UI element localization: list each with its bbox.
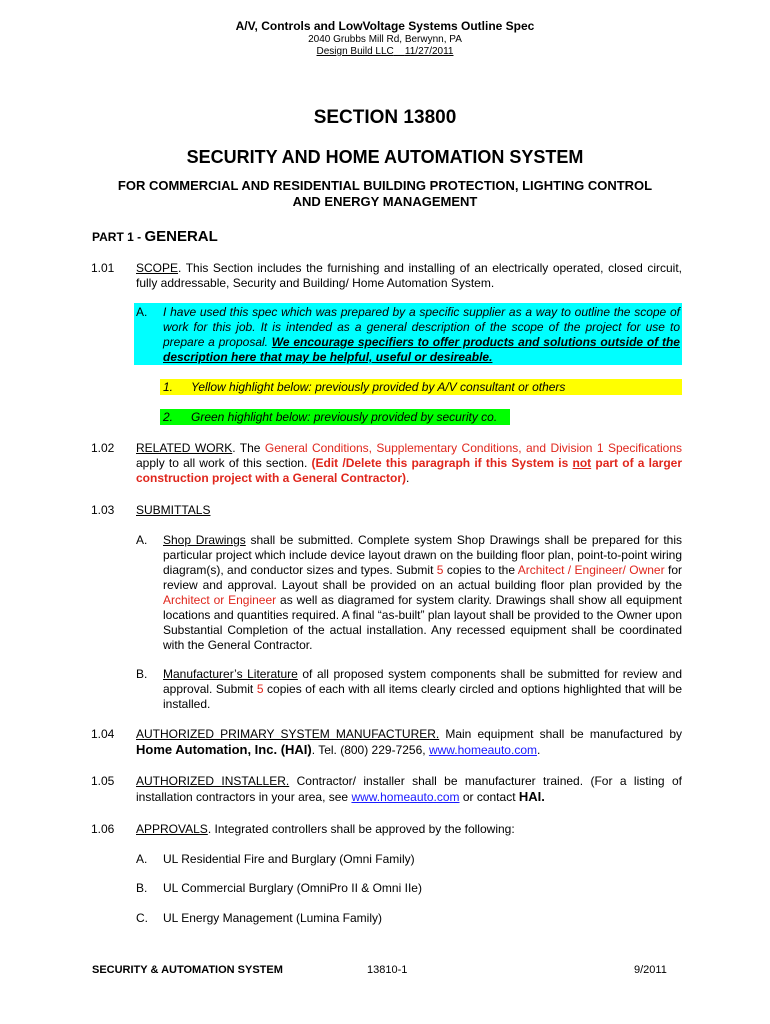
approval-a-text: UL Residential Fire and Burglary (Omni Family)	[163, 852, 415, 866]
clause-number-1-02: 1.02	[91, 441, 115, 455]
header-address: 2040 Grubbs Mill Rd, Berwynn, PA	[308, 34, 462, 45]
submittals-heading-text: SUBMITTALS	[136, 503, 211, 517]
section-number: SECTION 13800	[313, 107, 457, 128]
scope-heading: SCOPE	[136, 261, 179, 275]
footer-date: 9/2011	[634, 964, 667, 976]
clause-number-1-05: 1.05	[91, 774, 115, 788]
related-work-text-1: . The	[232, 441, 265, 455]
related-work-edit-note-1: (Edit /Delete this paragraph if this System is	[311, 456, 573, 470]
approval-b-text: UL Commercial Burglary (OmniPro II & Omni IIe)	[163, 881, 422, 895]
green-legend-text: Green highlight below: previously provided by security co.	[191, 410, 498, 424]
approval-b-letter: B.	[136, 881, 148, 895]
related-work-edit-note-2: part of a larger construction project with a General Contractor)	[136, 456, 683, 485]
clause-1-05-text	[136, 774, 682, 805]
clause-number-1-03: 1.03	[91, 503, 115, 517]
manufacturer-literature-text	[163, 667, 682, 712]
installer-website-link[interactable]: www.homeauto.com	[351, 790, 460, 804]
approval-c-letter: C.	[136, 911, 148, 925]
shop-drawings-copies: 5	[436, 563, 444, 577]
shop-drawings-reviewers: Architect / Engineer/ Owner	[517, 563, 665, 577]
footer-page-number: 13810-1	[367, 964, 408, 976]
clause-1-04-text	[136, 727, 682, 758]
cyan-highlight-note	[134, 303, 682, 365]
submittals-b-letter: B.	[136, 667, 148, 681]
shop-drawings-body-1: shall be submitted. Complete system Shop Drawings shall be prepared for this particular project which include device layout drawn on the building floor plan, point-to-point wiring diagram(s), and conductor sizes and types. Submit	[163, 533, 682, 577]
related-work-text-3: .	[406, 471, 410, 485]
subtitle-line-1: FOR COMMERCIAL AND RESIDENTIAL BUILDING PROTECTION, LIGHTING CONTROL	[117, 178, 653, 193]
manufacturer-literature-body-2: copies of each with all items clearly circled and options highlighted that will be installed.	[163, 682, 682, 711]
footer-left: SECURITY & AUTOMATION SYSTEM	[92, 964, 283, 976]
clause-1-01-text	[136, 261, 682, 291]
section-title: SECURITY AND HOME AUTOMATION SYSTEM	[186, 147, 584, 167]
part-prefix: PART 1 -	[92, 230, 145, 244]
yellow-legend-text: Yellow highlight below: previously provided by A/V consultant or others	[191, 380, 566, 394]
note-text	[163, 305, 680, 365]
manufacturer-literature-body-1: of all proposed system components shall be submitted for review and approval. Submit	[163, 667, 683, 696]
scope-body: . This Section includes the furnishing and installing of an electrically operated, closed circuit, fully addressable, Security and Building/ Home Automation System.	[136, 261, 682, 290]
shop-drawings-body-2: copies to the	[443, 563, 518, 577]
section-subtitle	[90, 178, 680, 210]
approvals-heading: APPROVALS	[136, 822, 208, 836]
yellow-legend-number: 1.	[163, 380, 174, 394]
clause-1-06-text	[136, 822, 682, 837]
submittals-a-letter: A.	[136, 533, 148, 547]
related-work-text-2: apply to all work of this section.	[136, 456, 312, 470]
note-letter: A.	[136, 305, 148, 319]
header-design-build	[0, 46, 770, 57]
note-emphasis: We encourage specifiers to offer products and solutions outside of the description here that may be helpful, useful or desireable.	[163, 335, 680, 364]
yellow-highlight-legend	[160, 379, 682, 395]
design-build-name: Design Build LLC	[316, 46, 394, 57]
installer-body-2: or contact	[459, 790, 519, 804]
shop-drawings-provider: Architect or Engineer	[163, 593, 277, 607]
header-date: 11/27/2011	[404, 46, 454, 57]
related-work-edit-note-not: not	[572, 456, 592, 470]
manufacturer-name: Home Automation, Inc. (HAI)	[136, 742, 312, 757]
submittals-heading	[136, 503, 682, 518]
shop-drawings-body-4: as well as diagramed for system clarity. Drawings shall show all equipment locations and quantities required. A final “as-built” plan layout shall be provided to the Owner upon Substantial Completion of the actual installation. Any recessed equipment shall be coordinated with the General Contractor.	[163, 593, 682, 652]
approval-a-letter: A.	[136, 852, 148, 866]
clause-1-02-text	[136, 441, 682, 486]
related-work-red-1: General Conditions, Supplementary Conditions, and Division 1 Specifications	[264, 441, 683, 455]
shop-drawings-heading: Shop Drawings	[163, 533, 246, 547]
manufacturer-literature-heading: Manufacturer’s Literature	[163, 667, 298, 681]
manufacturer-heading: AUTHORIZED PRIMARY SYSTEM MANUFACTURER.	[136, 727, 440, 741]
manufacturer-body-3: .	[536, 743, 541, 757]
installer-heading: AUTHORIZED INSTALLER.	[136, 774, 290, 788]
approvals-body: . Integrated controllers shall be approved by the following:	[207, 822, 515, 836]
green-highlight-legend	[160, 409, 510, 425]
manufacturer-body-1: Main equipment shall be manufactured by	[439, 727, 682, 741]
part-label: GENERAL	[144, 228, 218, 245]
subtitle-line-2: AND ENERGY MANAGEMENT	[292, 194, 478, 209]
clause-number-1-06: 1.06	[91, 822, 115, 836]
clause-number-1-01: 1.01	[91, 261, 115, 275]
note-body: I have used this spec which was prepared by a specific supplier as a way to outline the scope of work for this job. It is intended as a general description of the scope of the project for use to prepare a proposal.	[163, 305, 680, 349]
manufacturer-website-link[interactable]: www.homeauto.com	[428, 743, 537, 757]
manufacturer-literature-copies: 5	[256, 682, 264, 696]
clause-number-1-04: 1.04	[91, 727, 115, 741]
shop-drawings-text	[163, 533, 682, 653]
shop-drawings-body-3: for review and approval. Layout shall be provided on an actual building floor plan provided by the	[163, 563, 682, 592]
green-legend-number: 2.	[163, 410, 174, 424]
manufacturer-body-2: . Tel. (800) 229-7256,	[311, 743, 429, 757]
installer-contact-hai: HAI.	[518, 789, 545, 804]
header-title: A/V, Controls and LowVoltage Systems Outline Spec	[235, 19, 535, 33]
approval-c-text: UL Energy Management (Lumina Family)	[163, 911, 382, 925]
related-work-heading: RELATED WORK	[136, 441, 233, 455]
part-1-heading	[92, 228, 218, 245]
installer-body-1: Contractor/ installer shall be manufacturer trained. (For a listing of installation contractors in your area, see	[136, 774, 682, 804]
